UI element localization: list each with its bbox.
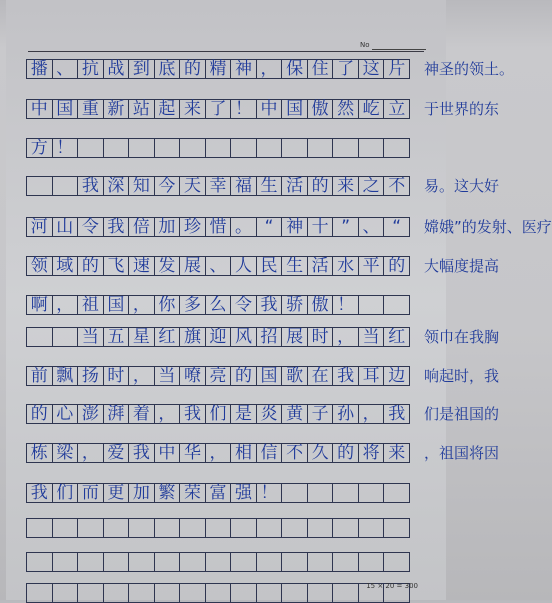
grid-cell: 的 xyxy=(332,443,359,463)
grid-cell xyxy=(154,552,181,572)
grid-cell xyxy=(52,518,79,538)
grid-cell xyxy=(383,138,410,158)
grid-cell: 荣 xyxy=(179,483,206,503)
grid-cell: 中 xyxy=(256,99,283,119)
grid-row xyxy=(26,138,424,158)
grid-cell: 立 xyxy=(383,99,410,119)
grid-cell: 多 xyxy=(179,295,206,315)
grid-cell: 生 xyxy=(281,256,308,276)
grid-spec-label: 15 × 20 = 300 xyxy=(366,582,418,590)
grid-cell: 着 xyxy=(128,404,155,424)
grid-row xyxy=(26,483,424,503)
grid-cell xyxy=(230,552,257,572)
grid-cell: 风 xyxy=(230,327,257,347)
grid-cell: 在 xyxy=(307,366,334,386)
grid-cell: 炎 xyxy=(256,404,283,424)
grid-cell: 而 xyxy=(77,483,104,503)
grid-cell: 加 xyxy=(154,217,181,237)
grid-cell: 星 xyxy=(128,327,155,347)
grid-cell xyxy=(230,583,257,603)
grid-cell xyxy=(52,583,79,603)
grid-cell: ！ xyxy=(256,483,283,503)
grid-row xyxy=(26,552,424,572)
grid-cell: 强 xyxy=(230,483,257,503)
grid-cell: 五 xyxy=(103,327,130,347)
grid-cell xyxy=(307,483,334,503)
grid-cell xyxy=(307,138,334,158)
grid-cell xyxy=(128,552,155,572)
grid-cell: 、 xyxy=(205,256,232,276)
grid-cell xyxy=(332,552,359,572)
grid-cell xyxy=(52,327,79,347)
margin-overflow-text: 神圣的领土。 xyxy=(424,60,515,78)
grid-cell: 黄 xyxy=(281,404,308,424)
grid-row xyxy=(26,256,500,276)
grid-cell xyxy=(77,583,104,603)
grid-cell: 然 xyxy=(332,99,359,119)
grid-cell: 我 xyxy=(179,404,206,424)
grid-cell: 骄 xyxy=(281,295,308,315)
grid-cell: “ xyxy=(383,217,410,237)
grid-cell xyxy=(358,295,385,315)
grid-cell: ， xyxy=(52,295,79,315)
grid-cell: 澎 xyxy=(77,404,104,424)
grid-row xyxy=(26,518,424,538)
grid-cell xyxy=(256,552,283,572)
header-rule xyxy=(28,51,424,52)
grid-cell: 神 xyxy=(281,217,308,237)
grid-cell xyxy=(358,518,385,538)
grid-cell: 人 xyxy=(230,256,257,276)
grid-cell: 相 xyxy=(230,443,257,463)
grid-row xyxy=(26,295,424,315)
grid-cell: 栋 xyxy=(26,443,53,463)
grid-cell: 心 xyxy=(52,404,79,424)
grid-cell: 倍 xyxy=(128,217,155,237)
grid-cell: 了 xyxy=(332,59,359,79)
grid-cell: 平 xyxy=(358,256,385,276)
grid-cell xyxy=(256,583,283,603)
grid-cell: 令 xyxy=(230,295,257,315)
grid-cell: 傲 xyxy=(307,99,334,119)
grid-cell: 的 xyxy=(383,256,410,276)
grid-cell: 抗 xyxy=(77,59,104,79)
grid-cell: 久 xyxy=(307,443,334,463)
number-blank-line xyxy=(372,49,426,50)
grid-cell xyxy=(179,138,206,158)
grid-cell: 起 xyxy=(154,99,181,119)
grid-cell xyxy=(103,138,130,158)
grid-cell: 十 xyxy=(307,217,334,237)
grid-cell: 祖 xyxy=(77,295,104,315)
margin-overflow-text: 嫦娥”的发射、医疗 xyxy=(424,218,552,236)
grid-cell: ， xyxy=(332,327,359,347)
grid-cell: 子 xyxy=(307,404,334,424)
grid-row xyxy=(26,59,515,79)
grid-cell xyxy=(179,552,206,572)
grid-cell: 神 xyxy=(230,59,257,79)
grid-cell xyxy=(77,138,104,158)
grid-cell: 的 xyxy=(230,366,257,386)
grid-cell: 活 xyxy=(281,176,308,196)
grid-cell xyxy=(256,518,283,538)
grid-cell: 湃 xyxy=(103,404,130,424)
grid-cell: 当 xyxy=(154,366,181,386)
grid-cell: 嘹 xyxy=(179,366,206,386)
grid-cell: 时 xyxy=(103,366,130,386)
grid-cell: 播 xyxy=(26,59,53,79)
grid-cell: 边 xyxy=(383,366,410,386)
grid-cell: 梁 xyxy=(52,443,79,463)
margin-overflow-text: 于世界的东 xyxy=(424,100,500,118)
grid-cell: 们 xyxy=(205,404,232,424)
grid-cell: 信 xyxy=(256,443,283,463)
grid-row xyxy=(26,583,424,603)
grid-cell xyxy=(154,518,181,538)
grid-cell: 、 xyxy=(52,59,79,79)
grid-cell: 飞 xyxy=(103,256,130,276)
grid-cell: 山 xyxy=(52,217,79,237)
grid-cell xyxy=(281,483,308,503)
grid-cell xyxy=(383,552,410,572)
grid-cell: 前 xyxy=(26,366,53,386)
grid-cell: 不 xyxy=(281,443,308,463)
grid-cell: 旗 xyxy=(179,327,206,347)
grid-cell xyxy=(281,552,308,572)
grid-cell xyxy=(103,552,130,572)
grid-cell: “ xyxy=(256,217,283,237)
grid-cell: 当 xyxy=(77,327,104,347)
grid-cell: 展 xyxy=(179,256,206,276)
grid-cell: 精 xyxy=(205,59,232,79)
grid-cell xyxy=(77,552,104,572)
grid-cell xyxy=(128,518,155,538)
margin-overflow-text: 响起时，我 xyxy=(424,367,500,385)
grid-cell xyxy=(26,583,53,603)
grid-cell: 扬 xyxy=(77,366,104,386)
grid-cell xyxy=(26,552,53,572)
margin-overflow-text: 大幅度提高 xyxy=(424,257,500,275)
grid-cell xyxy=(332,138,359,158)
grid-cell xyxy=(281,138,308,158)
grid-cell: 今 xyxy=(154,176,181,196)
grid-cell: ” xyxy=(332,217,359,237)
grid-cell: 站 xyxy=(128,99,155,119)
grid-cell: 天 xyxy=(179,176,206,196)
grid-cell: 这 xyxy=(358,59,385,79)
grid-cell: 重 xyxy=(77,99,104,119)
grid-cell xyxy=(281,583,308,603)
grid-cell: 中 xyxy=(26,99,53,119)
grid-cell: 么 xyxy=(205,295,232,315)
grid-cell: 的 xyxy=(77,256,104,276)
grid-cell: 国 xyxy=(281,99,308,119)
grid-cell xyxy=(179,518,206,538)
grid-cell: 屹 xyxy=(358,99,385,119)
grid-cell: 我 xyxy=(383,404,410,424)
grid-cell: 来 xyxy=(179,99,206,119)
grid-row xyxy=(26,217,552,237)
grid-cell xyxy=(307,518,334,538)
grid-cell: 迎 xyxy=(205,327,232,347)
grid-cell: 你 xyxy=(154,295,181,315)
grid-cell xyxy=(26,518,53,538)
grid-cell: 新 xyxy=(103,99,130,119)
grid-cell: 国 xyxy=(256,366,283,386)
grid-cell: 片 xyxy=(383,59,410,79)
grid-cell: ， xyxy=(358,404,385,424)
grid-row xyxy=(26,99,500,119)
grid-cell: 领 xyxy=(26,256,53,276)
grid-cell xyxy=(128,583,155,603)
grid-cell: 招 xyxy=(256,327,283,347)
grid-cell xyxy=(26,327,53,347)
composition-paper xyxy=(6,0,552,600)
grid-cell: 中 xyxy=(154,443,181,463)
grid-cell: 更 xyxy=(103,483,130,503)
grid-cell: 歌 xyxy=(281,366,308,386)
grid-cell xyxy=(205,518,232,538)
grid-cell: 速 xyxy=(128,256,155,276)
grid-cell xyxy=(154,138,181,158)
grid-cell: 福 xyxy=(230,176,257,196)
grid-cell xyxy=(205,138,232,158)
grid-cell: 耳 xyxy=(358,366,385,386)
grid-cell xyxy=(205,552,232,572)
grid-cell: 我 xyxy=(128,443,155,463)
grid-cell xyxy=(26,176,53,196)
grid-cell: ， xyxy=(128,295,155,315)
grid-cell: 水 xyxy=(332,256,359,276)
grid-cell xyxy=(128,138,155,158)
grid-cell: 生 xyxy=(256,176,283,196)
grid-cell: 住 xyxy=(307,59,334,79)
grid-cell xyxy=(307,552,334,572)
grid-cell: 战 xyxy=(103,59,130,79)
grid-cell: 的 xyxy=(179,59,206,79)
grid-cell: 了 xyxy=(205,99,232,119)
grid-cell: ， xyxy=(77,443,104,463)
grid-cell xyxy=(332,483,359,503)
grid-cell xyxy=(52,176,79,196)
grid-cell xyxy=(256,138,283,158)
grid-cell: 我 xyxy=(332,366,359,386)
grid-cell: 国 xyxy=(103,295,130,315)
number-label: No xyxy=(360,41,370,49)
grid-cell xyxy=(332,583,359,603)
grid-cell: 爱 xyxy=(103,443,130,463)
grid-cell: 惜 xyxy=(205,217,232,237)
grid-cell: ， xyxy=(205,443,232,463)
grid-cell: 国 xyxy=(52,99,79,119)
grid-cell: 。 xyxy=(230,217,257,237)
grid-cell xyxy=(383,518,410,538)
grid-cell: 华 xyxy=(179,443,206,463)
grid-cell: 繁 xyxy=(154,483,181,503)
grid-cell: 域 xyxy=(52,256,79,276)
grid-cell: 深 xyxy=(103,176,130,196)
grid-cell: ， xyxy=(154,404,181,424)
grid-cell: 红 xyxy=(383,327,410,347)
grid-row xyxy=(26,366,500,386)
grid-cell xyxy=(103,518,130,538)
grid-cell xyxy=(230,138,257,158)
grid-cell: 我 xyxy=(77,176,104,196)
grid-cell: 啊 xyxy=(26,295,53,315)
grid-cell: 我 xyxy=(256,295,283,315)
grid-cell: 珍 xyxy=(179,217,206,237)
grid-cell xyxy=(230,518,257,538)
grid-cell: 富 xyxy=(205,483,232,503)
grid-row xyxy=(26,327,500,347)
grid-cell: 令 xyxy=(77,217,104,237)
grid-cell: 河 xyxy=(26,217,53,237)
grid-cell: 到 xyxy=(128,59,155,79)
grid-cell: 将 xyxy=(358,443,385,463)
grid-cell: 我 xyxy=(26,483,53,503)
grid-cell: 保 xyxy=(281,59,308,79)
grid-cell xyxy=(179,583,206,603)
grid-cell: 方 xyxy=(26,138,53,158)
grid-cell: 的 xyxy=(26,404,53,424)
grid-cell: 亮 xyxy=(205,366,232,386)
grid-cell: 孙 xyxy=(332,404,359,424)
grid-cell: 来 xyxy=(332,176,359,196)
grid-cell xyxy=(358,138,385,158)
grid-cell: 展 xyxy=(281,327,308,347)
grid-cell xyxy=(358,552,385,572)
grid-cell: 、 xyxy=(358,217,385,237)
grid-cell xyxy=(77,518,104,538)
grid-cell: 发 xyxy=(154,256,181,276)
grid-cell: 是 xyxy=(230,404,257,424)
grid-cell xyxy=(307,583,334,603)
margin-overflow-text: 易。这大好 xyxy=(424,177,500,195)
grid-cell: 加 xyxy=(128,483,155,503)
grid-cell: 之 xyxy=(358,176,385,196)
grid-cell: ！ xyxy=(332,295,359,315)
grid-cell xyxy=(154,583,181,603)
margin-overflow-text: 们是祖国的 xyxy=(424,405,500,423)
grid-cell xyxy=(52,552,79,572)
grid-cell: 的 xyxy=(307,176,334,196)
grid-cell: 底 xyxy=(154,59,181,79)
grid-cell xyxy=(383,483,410,503)
grid-cell: 我 xyxy=(103,217,130,237)
grid-cell: 时 xyxy=(307,327,334,347)
grid-cell: 们 xyxy=(52,483,79,503)
grid-cell xyxy=(281,518,308,538)
margin-overflow-text: 领巾在我胸 xyxy=(424,328,500,346)
grid-cell: ， xyxy=(128,366,155,386)
grid-cell xyxy=(383,295,410,315)
grid-cell xyxy=(103,583,130,603)
grid-cell: 知 xyxy=(128,176,155,196)
grid-cell: 红 xyxy=(154,327,181,347)
grid-cell: 民 xyxy=(256,256,283,276)
grid-cell: 飘 xyxy=(52,366,79,386)
grid-cell: 来 xyxy=(383,443,410,463)
grid-cell xyxy=(358,483,385,503)
grid-row xyxy=(26,404,500,424)
grid-row xyxy=(26,176,500,196)
grid-cell: ， xyxy=(256,59,283,79)
grid-cell: 不 xyxy=(383,176,410,196)
grid-cell xyxy=(205,583,232,603)
grid-cell: 活 xyxy=(307,256,334,276)
grid-cell: ！ xyxy=(230,99,257,119)
grid-cell xyxy=(332,518,359,538)
grid-cell: ！ xyxy=(52,138,79,158)
grid-cell: 当 xyxy=(358,327,385,347)
grid-row xyxy=(26,443,500,463)
grid-cell: 幸 xyxy=(205,176,232,196)
grid-cell: 傲 xyxy=(307,295,334,315)
margin-overflow-text: ，祖国将因 xyxy=(424,444,500,462)
